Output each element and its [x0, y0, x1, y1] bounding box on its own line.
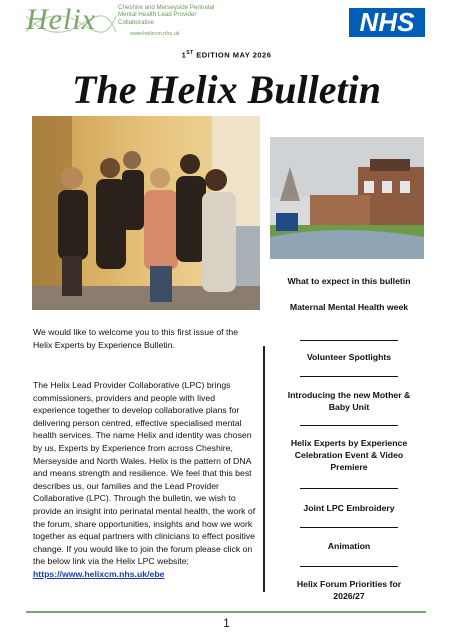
contents-item: Helix Experts by Experience Celebration Event & Video Premiere: [290, 438, 408, 472]
contents-divider: [300, 527, 398, 528]
contents-item: Volunteer Spotlights: [306, 352, 392, 362]
bulletin-title: The Helix Bulletin: [72, 67, 381, 112]
column-divider: [263, 346, 265, 592]
helix-logo-wordmark: Helix: [26, 3, 96, 36]
contents-item: Joint LPC Embroidery: [303, 503, 395, 513]
contents-divider: [300, 376, 398, 377]
contents-item: Helix Forum Priorities for 2026/27: [296, 579, 402, 601]
edition-date: MAY 2026: [232, 50, 272, 60]
edition-label: EDITION: [196, 50, 231, 60]
intro-paragraph: [33, 379, 259, 581]
contents-divider: [300, 340, 398, 341]
footer-rule: [26, 611, 426, 613]
edition-number: 1: [181, 50, 187, 60]
mother-baby-unit-photo: [270, 137, 424, 259]
intro-body: The Helix Lead Provider Collaborative (LPC) brings commissioners, providers and people with lived experience together to develop collaborative plans for delivering person centred, effective specialised mental health services. The name Helix and identity was chosen by us, Experts by Experience from across Cheshire, Merseyside and North Wales. Helix is the pattern of DNA and means strength and resilience. We feel that this best describes us, our families and the Lead Provider Collaborative (LPC). Through the bulletin, we wish to provide an insight into perinatal mental health, the work of the forum, share opportunities, insights and how we work together as equal partners with clinicians to effect positive change. If you would like to join the forum please click on the below link via the Helix LPC website;: [33, 380, 256, 567]
contents-heading: What to expect in this bulletin: [287, 276, 411, 286]
contents-item: Maternal Mental Health week: [289, 302, 409, 312]
nhs-logo: NHS: [349, 8, 425, 37]
logo-tagline: Cheshire and Merseyside Perinatal Mental Health Lead Provider Collaborative: [118, 4, 215, 26]
contents-divider: [300, 425, 398, 426]
contents-divider: [300, 488, 398, 489]
edition-suffix: ST: [186, 50, 194, 56]
group-photo: [32, 116, 260, 310]
welcome-paragraph: We would like to welcome you to this first issue of the Helix Experts by Experience Bulletin.: [33, 327, 239, 350]
contents-item: Animation: [327, 541, 371, 551]
edition-line: [0, 50, 453, 60]
page-number: 1: [223, 618, 230, 630]
join-forum-link[interactable]: https://www.helixcm.nhs.uk/ebe: [33, 568, 165, 579]
contents-divider: [300, 566, 398, 567]
contents-item: Introducing the new Mother & Baby Unit: [287, 390, 411, 412]
logo-url: www.helixcm.nhs.uk: [130, 31, 180, 37]
